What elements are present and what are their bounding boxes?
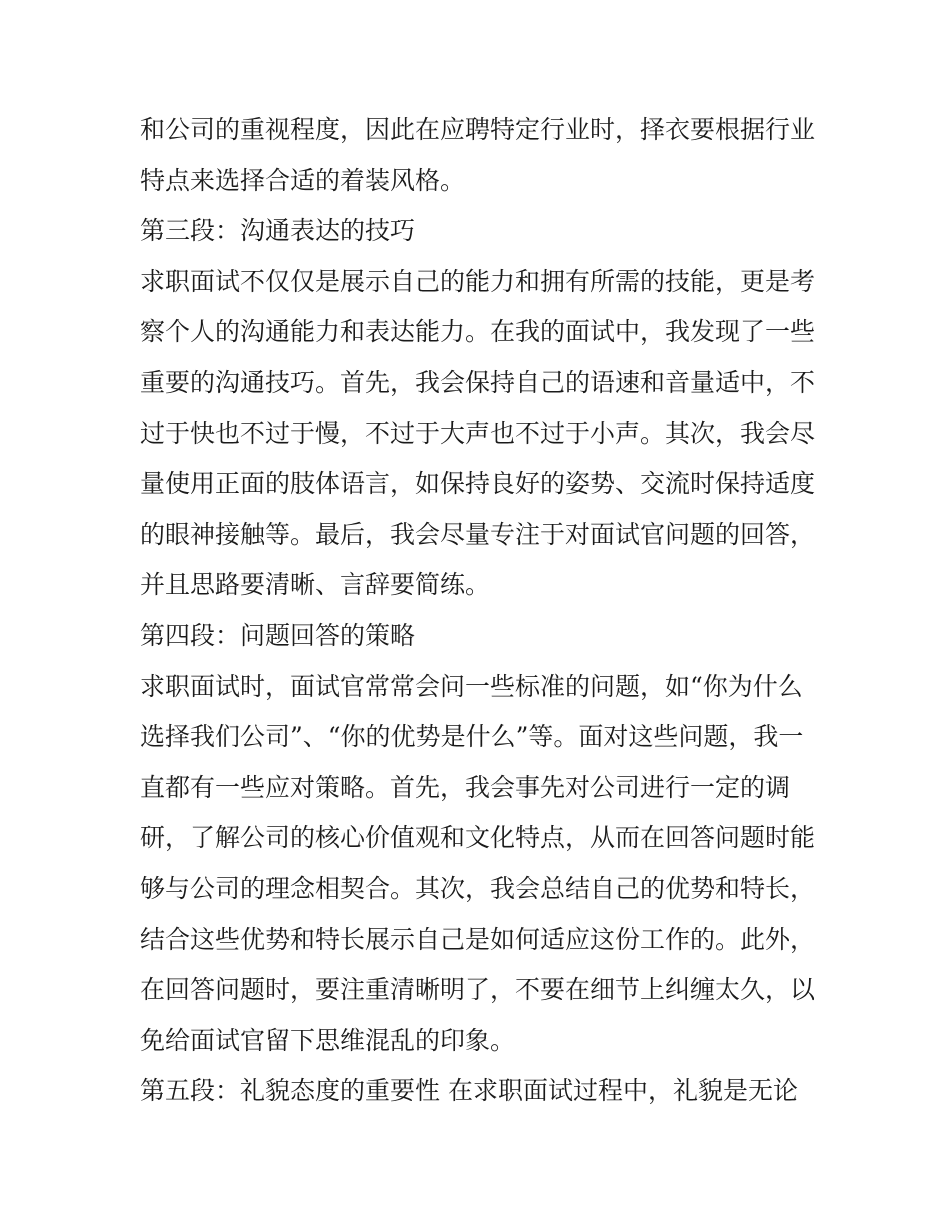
document-body — [140, 105, 820, 1117]
paragraph-line: 求职面试不仅仅是展示自己的能力和拥有所需的技能，更是考 — [140, 266, 816, 296]
section-heading-5: 第五段：礼貌态度的重要性 在求职面试过程中，礼貌是无论 — [140, 1076, 798, 1106]
section-heading-4: 第四段：问题回答的策略 — [140, 620, 416, 650]
paragraph-line: 在回答问题时，要注重清晰明了，不要在细节上纠缠太久，以 — [140, 975, 816, 1005]
paragraph-line: 和公司的重视程度，因此在应聘特定行业时，择衣要根据行业 — [140, 115, 816, 144]
paragraph-line: 的眼神接触等。最后，我会尽量专注于对面试官问题的回答， — [140, 519, 816, 549]
paragraph-line: 并且思路要清晰、言辞要简练。 — [140, 570, 491, 600]
paragraph-line: 结合这些优势和特长展示自己是如何适应这份工作的。此外， — [140, 924, 816, 954]
paragraph-line: 重要的沟通技巧。首先，我会保持自己的语速和音量适中，不 — [140, 367, 816, 397]
paragraph-line: 研，了解公司的核心价值观和文化特点，从而在回答问题时能 — [140, 823, 816, 853]
paragraph-line: 过于快也不过于慢，不过于大声也不过于小声。其次，我会尽 — [140, 418, 816, 448]
paragraph-line: 求职面试时，面试官常常会问一些标准的问题，如“你为什么 — [140, 671, 803, 701]
paragraph-line: 特点来选择合适的着装风格。 — [140, 165, 466, 195]
section-heading-3: 第三段：沟通表达的技巧 — [140, 216, 416, 246]
paragraph-line: 察个人的沟通能力和表达能力。在我的面试中，我发现了一些 — [140, 317, 816, 347]
paragraph-line: 够与公司的理念相契合。其次，我会总结自己的优势和特长， — [140, 873, 816, 903]
paragraph-line: 直都有一些应对策略。首先，我会事先对公司进行一定的调 — [140, 772, 791, 802]
paragraph-line: 免给面试官留下思维混乱的印象。 — [140, 1025, 516, 1055]
paragraph-line: 量使用正面的肢体语言，如保持良好的姿势、交流时保持适度 — [140, 469, 816, 499]
paragraph-line: 选择我们公司”、“你的优势是什么”等。面对这些问题，我一 — [140, 722, 804, 752]
